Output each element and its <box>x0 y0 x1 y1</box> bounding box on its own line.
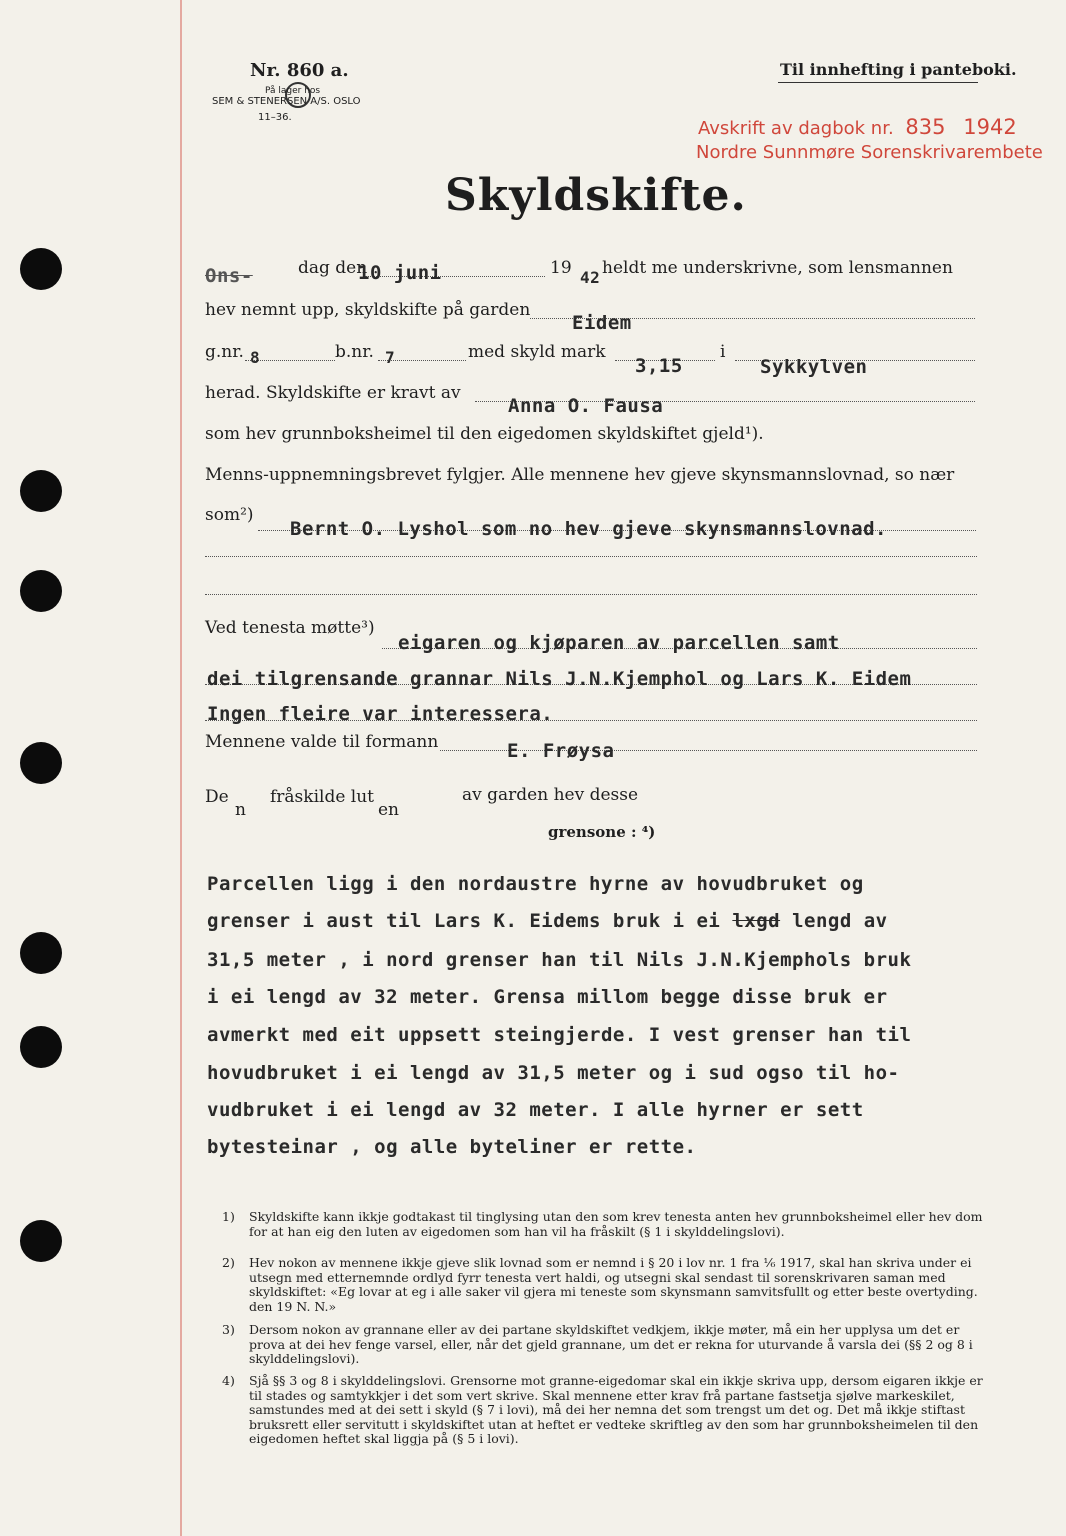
bnr-label: b.nr. <box>335 342 374 362</box>
farm-typed: Eidem <box>572 312 632 334</box>
menns-line: Menns-uppnemningsbrevet fylgjer. Alle mennene hev gjeve skynsmannslovnad, so nær <box>205 465 955 485</box>
som-typed: Bernt O. Lyshol som no hev gjeve skynsmannslovnad. <box>290 518 887 540</box>
footnote-number: 4) <box>222 1373 235 1388</box>
i-label: i <box>720 342 726 362</box>
footnote-number: 3) <box>222 1322 235 1337</box>
stamp-line2: Nordre Sunnmøre Sorenskrivarembete <box>696 142 1043 163</box>
footnote-text: Sjå §§ 3 og 8 i skylddelingslovi. Grensorne mot granne-eigedomar skal ein ikkje skriva upp, dersom eigaren ikkje er til stades og samtykkjer i det som vert skrive. Skal mennene etter krav frå partane fastsetja sjølve markeskilet, samstundes med at dei sett i skyld (§ 7 i lovi), må dei her nemna det som trengst um det og. Det må ikkje stiftast bruksrett eller servitutt i skyldskiftet utan at heftet er vedteke skriftleg av den som har grunnboksheimelen til den eigedomen heftet skal liggja på (§ 5 i lovi). <box>249 1373 983 1446</box>
ved-label: Ved tenesta møtte³) <box>205 618 375 638</box>
binder-hole <box>20 742 62 784</box>
boundary-line-6: hovudbruket i ei lengd av 31,5 meter og i sud ogso til ho- <box>207 1062 900 1084</box>
year-prefix: 19 <box>550 258 572 278</box>
skyld-typed: 3,15 <box>635 355 683 377</box>
boundary-line-5: avmerkt med eit uppsett steingjerde. I vest grenser han til <box>207 1024 912 1046</box>
ved-typed-2: dei tilgrensande grannar Nils J.N.Kjemphol og Lars K. Eidem <box>207 668 912 690</box>
boundary-line-2-text: grenser i aust til Lars K. Eidems bruk i ei <box>207 910 721 932</box>
document-title: Skyldskifte. <box>445 170 747 221</box>
herad-typed: Sykkylven <box>760 356 868 378</box>
bnr-typed: 7 <box>385 348 396 367</box>
farm-line-label: hev nemnt upp, skyldskifte på garden <box>205 300 531 320</box>
de-label: De <box>205 787 229 807</box>
boundary-line-4: i ei lengd av 32 meter. Grensa millom begge disse bruk er <box>207 986 888 1008</box>
binder-hole <box>20 1220 62 1262</box>
binder-hole <box>20 248 62 290</box>
boundary-line-2 <box>207 910 888 932</box>
formann-typed: E. Frøysa <box>507 740 615 762</box>
boundary-line-3: 31,5 meter , i nord grenser han til Nils J.N.Kjemphols bruk <box>207 949 912 971</box>
ved-typed-1: eigaren og kjøparen av parcellen samt <box>398 632 840 654</box>
stamp-line1 <box>698 115 1017 139</box>
binder-hole <box>20 470 62 512</box>
boundary-strike: lxgd <box>732 910 781 932</box>
boundary-tail: lengd av <box>792 910 888 932</box>
boundary-line-8: bytesteinar , og alle byteliner er rette. <box>207 1136 697 1158</box>
form-number: Nr. 860 a. <box>250 60 349 81</box>
dag-den-label: dag den <box>298 258 368 278</box>
binder-hole <box>20 932 62 974</box>
lut-suffix: en <box>378 800 400 820</box>
boundary-line-1: Parcellen ligg i den nordaustre hyrne av hovudbruket og <box>207 873 864 895</box>
printer-date: 11–36. <box>258 112 292 123</box>
stamp-year-suffix: 42 <box>989 115 1017 139</box>
grensone-label: grensone : ⁴) <box>548 823 656 841</box>
weekday-typed: Ons- <box>205 265 253 287</box>
grunnbok-line: som hev grunnboksheimel til den eigedomen skyldskiftet gjeld¹). <box>205 424 764 444</box>
intro-rest: heldt me underskrivne, som lensmannen <box>602 258 953 278</box>
garden-label: av garden hev desse <box>462 785 639 805</box>
footnote-text: Dersom nokon av grannane eller av dei partane skyldskiftet vedkjem, ikkje møter, må ein her upplysa um det er prova at dei hev fenge varsel, eller, når det gjeld grannane, um det er rekna for uturvande å varsla dei (§§ 2 og 8 i skylddelingslovi). <box>249 1322 973 1366</box>
stamp-year-prefix: 19 <box>963 115 990 139</box>
skyld-label: med skyld mark <box>468 342 606 362</box>
herad-label: herad. Skyldskifte er kravt av <box>205 383 461 403</box>
de-suffix: n <box>235 800 246 820</box>
stamp-prefix: Avskrift av dagbok nr. <box>698 118 894 139</box>
requester-typed: Anna O. Fausa <box>508 395 664 417</box>
formann-label: Mennene valde til formann <box>205 732 439 752</box>
som-label: som²) <box>205 505 254 525</box>
gnr-typed: 8 <box>250 348 261 367</box>
binder-hole <box>20 570 62 612</box>
stamp-dagbok-number: 835 <box>905 115 946 139</box>
ved-typed-3: Ingen fleire var interessera. <box>207 703 554 725</box>
margin-line <box>180 0 182 1536</box>
boundary-line-7: vudbruket i ei lengd av 32 meter. I alle hyrner er sett <box>207 1099 864 1121</box>
top-right-note: Til innhefting i panteboki. <box>780 60 1017 79</box>
year-typed: 42 <box>580 268 601 287</box>
blank-line <box>205 594 977 595</box>
binder-hole <box>20 1026 62 1068</box>
gnr-label: g.nr. <box>205 342 244 362</box>
date-typed: 10 juni <box>358 262 442 284</box>
footnote-text: Hev nokon av mennene ikkje gjeve slik lovnad som er nemnd i § 20 i lov nr. 1 fra ⅙ 1917, skal han skriva under ei utsegn med etternemnde ordlyd fyrr tenesta vert haldi, og utsegni skal sendast til sorenskrivaren saman med skyldskiftet: «Eg lovar at eg i alle saker vil gjera mi teneste som skynsmann samvitsfullt og etter beste overtyding. den 19 N. N.» <box>249 1255 978 1314</box>
footnote-text: Skyldskifte kann ikkje godtakast til tinglysing utan den som krev tenesta anten hev grunnboksheimel eller hev dom for at han eig den luten av eigedomen som han vil ha fråskilt (§ 1 i skylddelingslovi). <box>249 1209 983 1239</box>
top-right-underline <box>778 82 978 83</box>
fraskilde-label: fråskilde lut <box>270 787 375 807</box>
printer-line2: SEM & STENERSEN A/S. OSLO <box>212 96 361 107</box>
blank-line <box>205 556 977 557</box>
footnote-number: 2) <box>222 1255 235 1270</box>
printer-line1: På lager hos <box>265 86 321 96</box>
footnote-number: 1) <box>222 1209 235 1224</box>
